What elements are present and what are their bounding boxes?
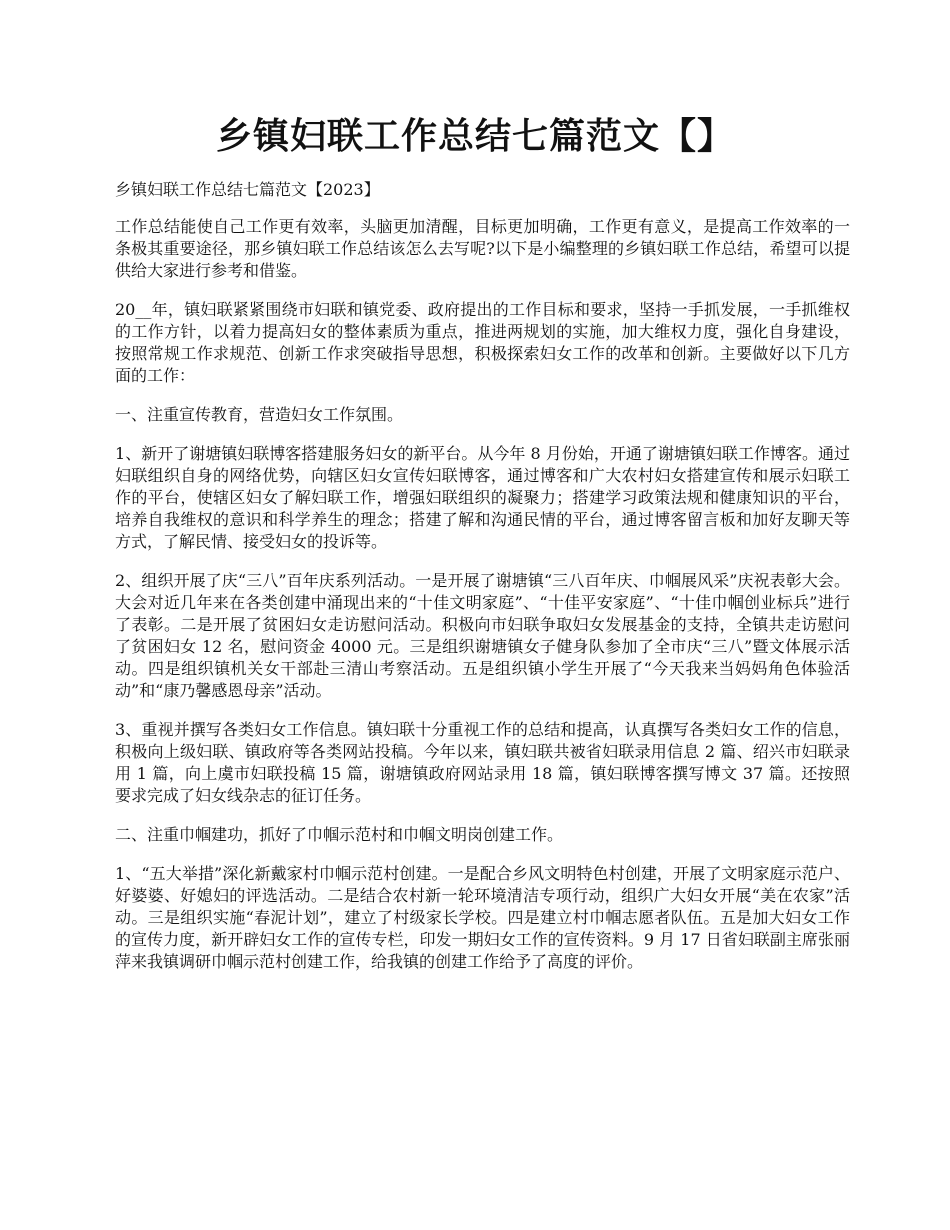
section-heading-1: 一、注重宣传教育，营造妇女工作氛围。 [115, 405, 404, 424]
paragraph-overview: 20__年，镇妇联紧紧围绕市妇联和镇党委、政府提出的工作目标和要求，坚持一手抓发展，一手抓维权的工作方针，以着力提高妇女的整体素质为重点，推进两规划的实施，加大维权力度，强化自身建设，按照常规工作求规范、创新工作求突破指导思想，积极探索妇女工作的改革和创新。主要做好以下几方面的工作： [115, 300, 850, 385]
paragraph-2-1: 1、“五大举措”深化新戴家村巾帼示范村创建。一是配合乡风文明特色村创建，开展了文明家庭示范户、好婆婆、好媳妇的评选活动。二是结合农村新一轮环境清洁专项行动，组织广大妇女开展“美在农家”活动。三是组织实施“春泥计划”，建立了村级家长学校。四是建立村巾帼志愿者队伍。五是加大妇女工作的宣传力度，新开辟妇女工作的宣传专栏，印发一期妇女工作的宣传资料。9 月 17 日省妇联副主席张丽萍来我镇调研巾帼示范村创建工作，给我镇的创建工作给予了高度的评价。 [115, 864, 850, 971]
paragraph-1-1: 1、新开了谢塘镇妇联博客搭建服务妇女的新平台。从今年 8 月份始，开通了谢塘镇妇联工作博客。通过妇联组织自身的网络优势，向辖区妇女宣传妇联博客，通过博客和广大农村妇女搭建宣传和展示妇联工作的平台，使辖区妇女了解妇联工作，增强妇联组织的凝聚力；搭建学习政策法规和健康知识的平台，培养自我维权的意识和科学养生的理念；搭建了解和沟通民情的平台，通过博客留言板和加好友聊天等方式，了解民情、接受妇女的投诉等。 [115, 444, 850, 551]
section-heading-2: 二、注重巾帼建功，抓好了巾帼示范村和巾帼文明岗创建工作。 [115, 825, 564, 844]
paragraph-1-2: 2、组织开展了庆“三八”百年庆系列活动。一是开展了谢塘镇“三八百年庆、巾帼展风采”庆祝表彰大会。大会对近几年来在各类创建中涌现出来的“十佳文明家庭”、“十佳平安家庭”、“十佳巾帼创业标兵”进行了表彰。二是开展了贫困妇女走访慰问活动。积极向市妇联争取妇女发展基金的支持，全镇共走访慰问了贫困妇女 12 名，慰问资金 4000 元。三是组织谢塘镇女子健身队参加了全市庆“三八”暨文体展示活动。四是组织镇机关女干部赴三清山考察活动。五是组织镇小学生开展了“今天我来当妈妈角色体验活动”和“康乃馨感恩母亲”活动。 [115, 571, 850, 700]
paragraph-intro: 工作总结能使自己工作更有效率，头脑更加清醒，目标更加明确，工作更有意义，是提高工作效率的一条极其重要途径，那乡镇妇联工作总结该怎么去写呢?以下是小编整理的乡镇妇联工作总结，希望可以提供给大家进行参考和借鉴。 [115, 217, 850, 280]
document-title: 乡镇妇联工作总结七篇范文【】 [215, 115, 734, 157]
paragraph-1-3: 3、重视并撰写各类妇女工作信息。镇妇联十分重视工作的总结和提高，认真撰写各类妇女工作的信息，积极向上级妇联、镇政府等各类网站投稿。今年以来，镇妇联共被省妇联录用信息 2 篇、绍兴市妇联录用 1 篇，向上虞市妇联投稿 15 篇，谢塘镇政府网站录用 18 篇，镇妇联博客撰写博文 37 篇。还按照要求完成了妇女线杂志的征订任务。 [115, 720, 850, 805]
document-subtitle: 乡镇妇联工作总结七篇范文【2023】 [115, 180, 380, 199]
document-body [115, 179, 850, 990]
